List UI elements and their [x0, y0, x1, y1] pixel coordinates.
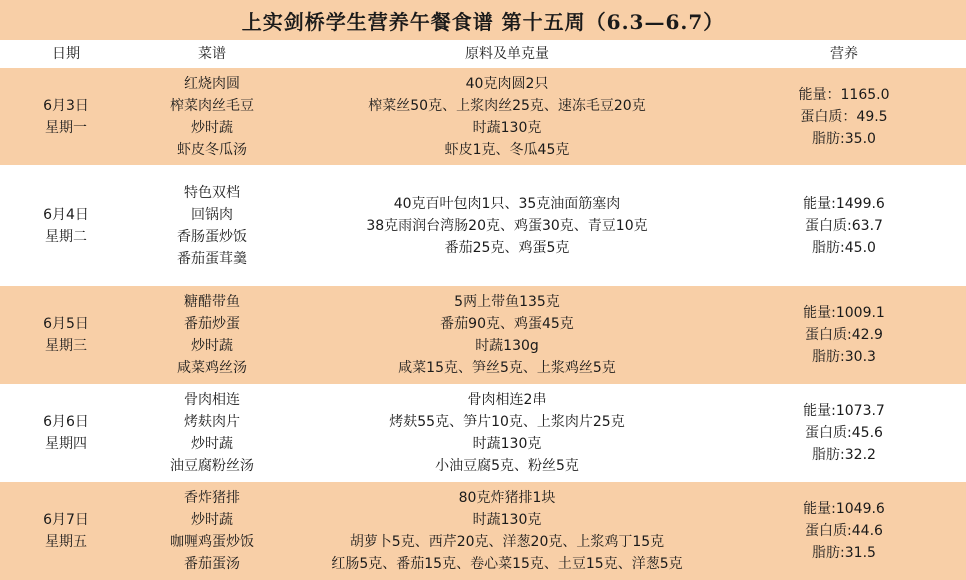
dish-item: 炒时蔬: [191, 512, 233, 528]
dish-item: 番茄蛋茸羹: [177, 250, 247, 267]
date-label: 6月4日: [43, 206, 89, 223]
ingredient-line: 时蔬130克: [472, 512, 542, 528]
date-cell: [0, 68, 132, 165]
ingredient-line: 红肠5克、番茄15克、卷心菜15克、土豆15克、洋葱5克: [331, 556, 683, 572]
ingredient-line: 5两上带鱼135克: [454, 294, 560, 310]
header-date: 日期: [52, 46, 80, 62]
energy-value: 能量：1165.0: [798, 86, 890, 103]
weekday-label: 星期四: [45, 436, 87, 452]
ingredient-line: 番茄90克、鸡蛋45克: [440, 316, 574, 332]
ingredient-line: 时蔬130克: [472, 119, 542, 136]
ingredient-line: 咸菜15克、笋丝5克、上浆鸡丝5克: [398, 360, 616, 376]
ingredient-line: 40克百叶包肉1只、35克油面筋塞肉: [393, 195, 621, 212]
nutrition-cell: [722, 384, 966, 482]
header-ingredients: 原料及单克量: [465, 46, 549, 62]
nutrition-cell: [722, 165, 966, 286]
fat-value: 脂肪:31.5: [812, 545, 876, 561]
dish-item: 油豆腐粉丝汤: [170, 458, 254, 474]
ingredients-cell: [292, 384, 722, 482]
dishes-cell: [132, 482, 292, 580]
date-cell: [0, 482, 132, 580]
protein-value: 蛋白质:45.6: [805, 425, 883, 441]
table-row: [0, 165, 966, 286]
date-cell: [0, 384, 132, 482]
dish-item: 炒时蔬: [191, 119, 233, 136]
dish-item: 烤麸肉片: [184, 414, 240, 430]
ingredient-line: 烤麸55克、笋片10克、上浆肉片25克: [389, 414, 625, 430]
ingredients-cell: [292, 482, 722, 580]
dish-item: 咸菜鸡丝汤: [177, 360, 247, 376]
ingredient-line: 虾皮1克、冬瓜45克: [444, 141, 570, 158]
date-label: 6月3日: [43, 97, 89, 114]
protein-value: 蛋白质:42.9: [805, 327, 883, 343]
table-row: [0, 482, 966, 580]
date-cell: [0, 286, 132, 384]
date-cell: [0, 165, 132, 286]
dish-item: 番茄蛋汤: [184, 556, 240, 572]
ingredient-line: 胡萝卜5克、西芹20克、洋葱20克、上浆鸡丁15克: [349, 534, 665, 550]
table-header: [0, 40, 966, 68]
fat-value: 脂肪:35.0: [812, 130, 876, 147]
ingredient-line: 番茄25克、鸡蛋5克: [444, 239, 570, 256]
ingredient-line: 80克炸猪排1块: [458, 490, 556, 506]
dish-item: 炒时蔬: [191, 436, 233, 452]
ingredient-line: 榨菜丝50克、上浆肉丝25克、速冻毛豆20克: [368, 97, 646, 114]
protein-value: 蛋白质：49.5: [800, 108, 888, 125]
ingredient-line: 38克雨润台湾肠20克、鸡蛋30克、青豆10克: [366, 217, 648, 234]
energy-value: 能量:1009.1: [803, 305, 885, 321]
header-nutrition: 营养: [830, 46, 858, 62]
ingredient-line: 骨肉相连2串: [467, 392, 547, 408]
dish-item: 香肠蛋炒饭: [177, 228, 247, 245]
ingredient-line: 时蔬130g: [475, 338, 539, 354]
ingredient-line: 时蔬130克: [472, 436, 542, 452]
energy-value: 能量:1049.6: [803, 501, 885, 517]
protein-value: 蛋白质:44.6: [805, 523, 883, 539]
weekday-label: 星期三: [45, 338, 87, 354]
dish-item: 番茄炒蛋: [184, 316, 240, 332]
weekday-label: 星期五: [45, 534, 87, 550]
dishes-cell: [132, 286, 292, 384]
table-row: [0, 286, 966, 384]
ingredients-cell: [292, 286, 722, 384]
nutrition-cell: [722, 286, 966, 384]
fat-value: 脂肪:32.2: [812, 447, 876, 463]
ingredients-cell: [292, 165, 722, 286]
dish-item: 特色双档: [184, 184, 240, 201]
date-label: 6月5日: [43, 316, 89, 332]
nutrition-cell: [722, 68, 966, 165]
weekday-label: 星期一: [45, 119, 87, 136]
dish-item: 虾皮冬瓜汤: [177, 141, 247, 158]
ingredient-line: 40克肉圆2只: [465, 75, 549, 92]
fat-value: 脂肪:45.0: [812, 239, 876, 256]
date-label: 6月6日: [43, 414, 89, 430]
dish-item: 糖醋带鱼: [184, 294, 240, 310]
date-label: 6月7日: [43, 512, 89, 528]
dish-item: 香炸猪排: [184, 490, 240, 506]
header-dishes: 菜谱: [198, 46, 226, 62]
dishes-cell: [132, 165, 292, 286]
dish-item: 炒时蔬: [191, 338, 233, 354]
dishes-cell: [132, 68, 292, 165]
energy-value: 能量:1073.7: [803, 403, 885, 419]
dish-item: 红烧肉圆: [184, 75, 240, 92]
ingredient-line: 小油豆腐5克、粉丝5克: [435, 458, 579, 474]
ingredients-cell: [292, 68, 722, 165]
dish-item: 回锅肉: [191, 206, 233, 223]
weekday-label: 星期二: [45, 228, 87, 245]
dishes-cell: [132, 384, 292, 482]
page-title: 上实剑桥学生营养午餐食谱 第十五周（6.3—6.7）: [0, 0, 966, 40]
dish-item: 咖喱鸡蛋炒饭: [170, 534, 254, 550]
fat-value: 脂肪:30.3: [812, 349, 876, 365]
table-row: [0, 384, 966, 482]
table-row: [0, 68, 966, 165]
dish-item: 骨肉相连: [184, 392, 240, 408]
dish-item: 榨菜肉丝毛豆: [170, 97, 254, 114]
protein-value: 蛋白质:63.7: [805, 217, 883, 234]
nutrition-cell: [722, 482, 966, 580]
energy-value: 能量:1499.6: [803, 195, 885, 212]
